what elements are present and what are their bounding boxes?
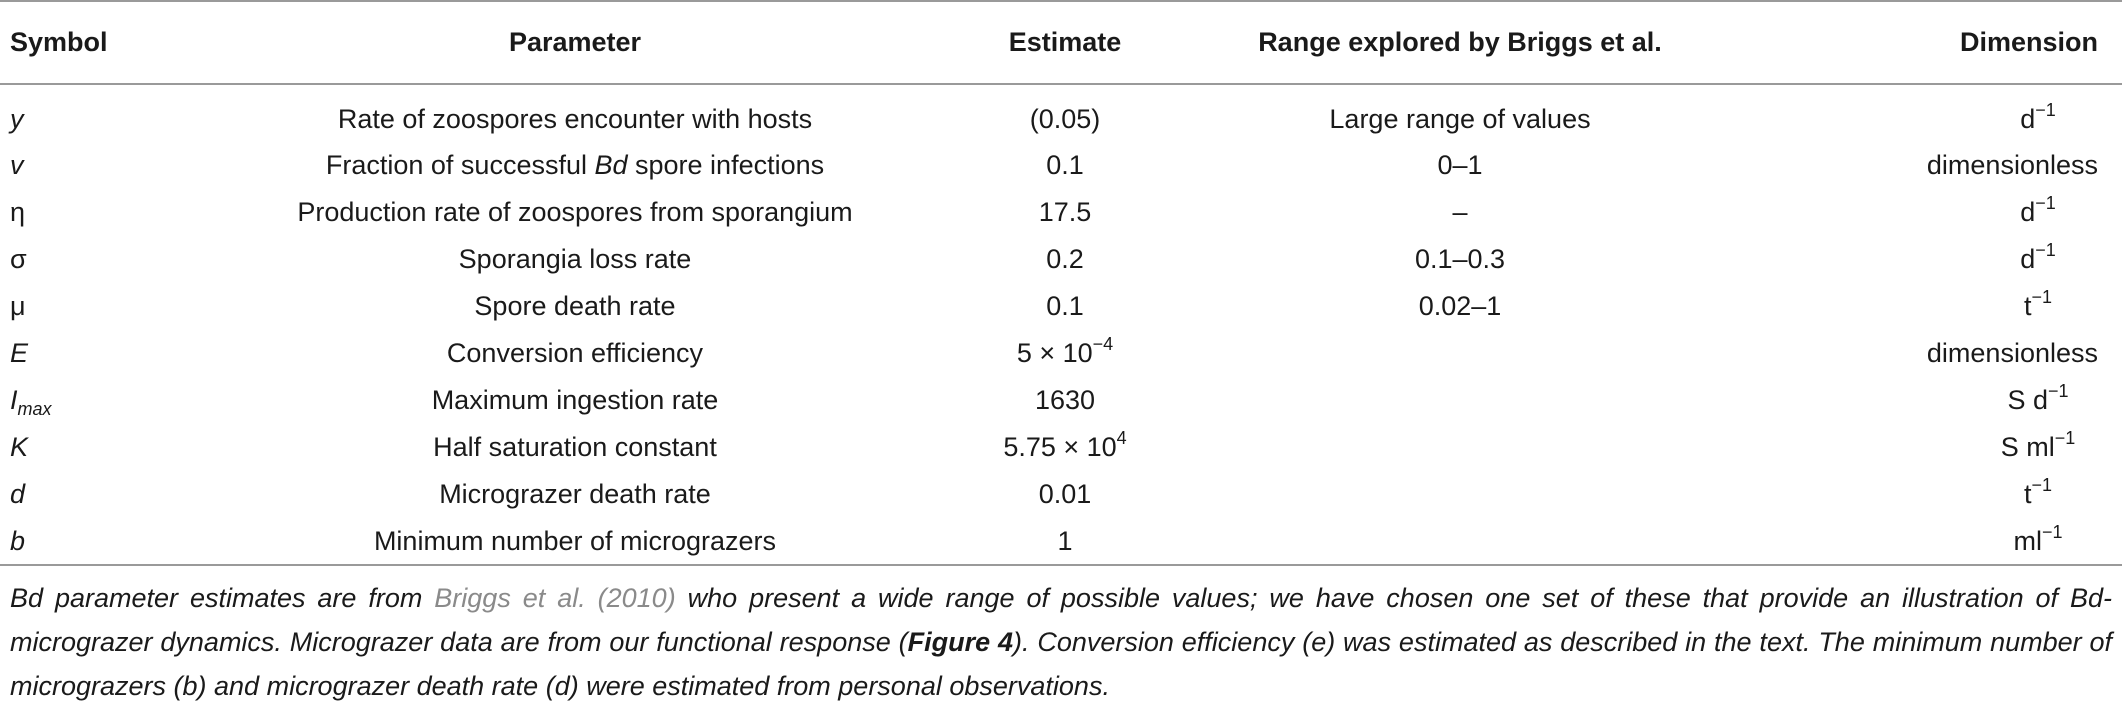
range-value: 0–1 xyxy=(1437,150,1483,180)
estimate-exponent: 4 xyxy=(1116,428,1127,448)
table-row xyxy=(0,518,2122,565)
footnote-text-2: who present a wide range of possible values; we have chosen one set of these that provide an illustration of Bd-micrograzer dynamics. Micrograzer data are from our functional response ( xyxy=(10,583,2112,657)
cell-parameter xyxy=(200,236,950,283)
header-symbol: Symbol xyxy=(0,1,200,84)
table-body xyxy=(0,84,2122,565)
dimension-value xyxy=(1927,338,2098,369)
symbol-text: I xyxy=(10,385,18,415)
cell-range xyxy=(1180,142,1740,189)
table-row xyxy=(0,424,2122,471)
dimension-unit: d xyxy=(2020,244,2036,274)
footnote-text-3: ). Conversion efficiency (e) was estimated as described in the text. The minimum number of micrograzers (b) and micrograzer death rate (d) were estimated from personal observations. xyxy=(10,627,2112,701)
cell-range xyxy=(1180,330,1740,377)
dimension-value xyxy=(1978,521,2098,557)
dimension-exponent: −1 xyxy=(2048,381,2069,401)
table-row xyxy=(0,236,2122,283)
cell-symbol xyxy=(0,471,200,518)
symbol-subscript: max xyxy=(17,399,52,419)
dimension-unit: d xyxy=(2020,197,2036,227)
parameter-text: Micrograzer death rate xyxy=(439,479,711,509)
cell-symbol xyxy=(0,283,200,330)
estimate-value: 1 xyxy=(1057,525,1073,556)
dimension-value xyxy=(1978,381,2098,416)
header-row xyxy=(0,1,2122,84)
table-row xyxy=(0,84,2122,142)
cell-dimension xyxy=(1740,424,2122,471)
dimension-exponent: −1 xyxy=(2041,521,2063,542)
cell-estimate xyxy=(950,189,1180,236)
range-value: – xyxy=(1452,197,1468,227)
cell-estimate xyxy=(950,471,1180,518)
cell-symbol xyxy=(0,377,200,424)
dimension-exponent: −1 xyxy=(2054,428,2076,448)
cell-dimension xyxy=(1740,189,2122,236)
cell-estimate xyxy=(950,424,1180,471)
table-row xyxy=(0,471,2122,518)
cell-symbol xyxy=(0,330,200,377)
header-parameter: Parameter xyxy=(200,1,950,84)
symbol-text: b xyxy=(10,525,26,556)
parameter-text: Spore death rate xyxy=(474,291,676,321)
dimension-value xyxy=(1978,193,2098,228)
cell-estimate xyxy=(950,142,1180,189)
cell-symbol xyxy=(0,518,200,565)
dimension-unit: ml xyxy=(2013,525,2042,556)
table-footnote xyxy=(10,576,2112,708)
cell-symbol xyxy=(0,236,200,283)
parameter-italic-text: Bd xyxy=(594,150,628,180)
estimate-value: 1630 xyxy=(1034,385,1096,415)
cell-range xyxy=(1180,518,1740,565)
cell-range xyxy=(1180,377,1740,424)
dimension-unit: S d xyxy=(2007,385,2048,415)
table-row xyxy=(0,283,2122,330)
estimate-value: 0.01 xyxy=(1038,479,1092,509)
cell-symbol xyxy=(0,424,200,471)
cell-dimension xyxy=(1740,330,2122,377)
cell-parameter xyxy=(200,424,950,471)
cell-dimension xyxy=(1740,236,2122,283)
cell-parameter xyxy=(200,471,950,518)
symbol-text: E xyxy=(10,338,29,368)
dimension-unit: dimensionless xyxy=(1926,150,2098,180)
symbol-text: μ xyxy=(10,291,26,321)
cell-dimension xyxy=(1740,471,2122,518)
cell-parameter xyxy=(200,189,950,236)
dimension-value xyxy=(1978,99,2098,135)
table-row xyxy=(0,377,2122,424)
estimate-value: 0.2 xyxy=(1046,244,1084,274)
cell-symbol xyxy=(0,142,200,189)
dimension-exponent: −1 xyxy=(2035,193,2056,213)
dimension-unit: S ml xyxy=(2000,432,2055,462)
dimension-value xyxy=(1978,287,2098,322)
cell-parameter xyxy=(200,142,950,189)
dimension-exponent: −1 xyxy=(2035,99,2056,120)
estimate-value: 0.1 xyxy=(1046,291,1084,321)
cell-symbol xyxy=(0,189,200,236)
symbol-text: y xyxy=(10,103,24,134)
cell-parameter xyxy=(200,330,950,377)
cell-dimension xyxy=(1740,518,2122,565)
cell-range xyxy=(1180,236,1740,283)
symbol-text: K xyxy=(10,432,29,462)
estimate-value: 5.75 × 10 xyxy=(1003,432,1117,462)
cell-estimate xyxy=(950,283,1180,330)
parameter-text: Maximum ingestion rate xyxy=(431,385,719,415)
cell-range xyxy=(1180,84,1740,142)
cell-estimate xyxy=(950,236,1180,283)
symbol-text: σ xyxy=(10,244,27,274)
dimension-unit: t xyxy=(2023,291,2032,321)
dimension-value xyxy=(1978,475,2098,510)
cell-parameter xyxy=(200,84,950,142)
dimension-exponent: −1 xyxy=(2031,475,2053,495)
parameter-text: Production rate of zoospores from sporangium xyxy=(297,197,853,227)
cell-range xyxy=(1180,283,1740,330)
header-range: Range explored by Briggs et al. xyxy=(1180,1,1740,84)
dimension-exponent: −1 xyxy=(2031,287,2053,307)
cell-estimate xyxy=(950,84,1180,142)
parameter-text: Minimum number of micrograzers xyxy=(373,525,777,556)
header-dimension: Dimension xyxy=(1740,1,2122,84)
parameter-text: Rate of zoospores encounter with hosts xyxy=(337,103,813,134)
estimate-exponent: −4 xyxy=(1092,334,1114,354)
dimension-value xyxy=(1978,428,2098,463)
cell-parameter xyxy=(200,377,950,424)
parameter-text: Sporangia loss rate xyxy=(458,244,692,274)
footnote-figure-link[interactable]: Figure 4 xyxy=(907,627,1013,657)
cell-symbol xyxy=(0,84,200,142)
estimate-value: (0.05) xyxy=(1029,103,1101,134)
cell-range xyxy=(1180,424,1740,471)
cell-parameter xyxy=(200,518,950,565)
cell-range xyxy=(1180,189,1740,236)
dimension-value xyxy=(1978,240,2098,275)
symbol-text: η xyxy=(10,197,26,227)
cell-dimension xyxy=(1740,283,2122,330)
header-estimate: Estimate xyxy=(950,1,1180,84)
range-value: Large range of values xyxy=(1329,103,1591,134)
cell-estimate xyxy=(950,518,1180,565)
dimension-value xyxy=(1927,150,2098,181)
cell-dimension xyxy=(1740,84,2122,142)
cell-dimension xyxy=(1740,377,2122,424)
footnote-text-1: Bd parameter estimates are from xyxy=(10,583,435,613)
cell-dimension xyxy=(1740,142,2122,189)
dimension-unit: t xyxy=(2023,479,2032,509)
parameter-text: Conversion efficiency xyxy=(446,338,704,368)
table-header xyxy=(0,1,2122,84)
range-value: 0.02–1 xyxy=(1418,291,1502,321)
parameter-text: Half saturation constant xyxy=(433,432,717,462)
dimension-unit: dimensionless xyxy=(1926,338,2098,368)
table-row xyxy=(0,330,2122,377)
estimate-value: 5 × 10 xyxy=(1016,338,1093,368)
estimate-value: 17.5 xyxy=(1038,197,1092,227)
dimension-unit: d xyxy=(2020,103,2036,134)
cell-parameter xyxy=(200,283,950,330)
symbol-text: v xyxy=(10,150,24,180)
cell-estimate xyxy=(950,330,1180,377)
cell-range xyxy=(1180,471,1740,518)
table-row xyxy=(0,189,2122,236)
footnote-citation-link[interactable]: Briggs et al. (2010) xyxy=(434,583,676,613)
symbol-text: d xyxy=(10,479,26,509)
estimate-value: 0.1 xyxy=(1046,150,1084,180)
dimension-exponent: −1 xyxy=(2035,240,2056,260)
parameter-text: Fraction of successful xyxy=(325,150,595,180)
cell-estimate xyxy=(950,377,1180,424)
range-value: 0.1–0.3 xyxy=(1414,244,1506,274)
parameter-text-suffix: spore infections xyxy=(627,150,825,180)
table-row xyxy=(0,142,2122,189)
